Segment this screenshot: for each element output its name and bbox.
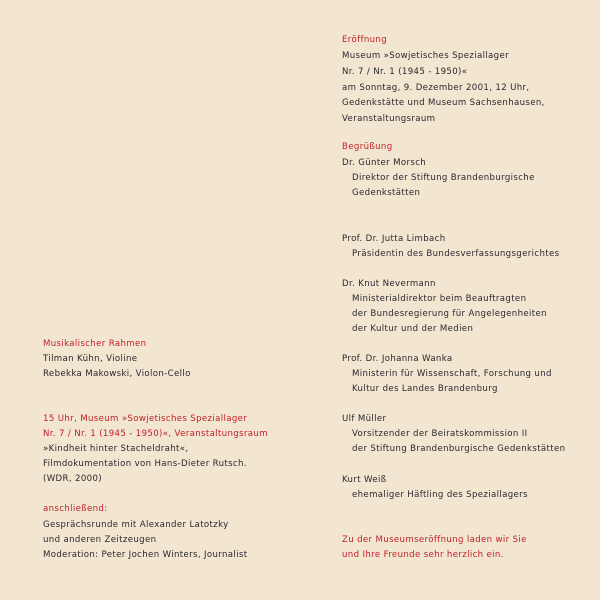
- speaker-role: Kultur des Landes Brandenburg: [352, 384, 498, 394]
- speaker-role: der Stiftung Brandenburgische Gedenkstätten: [352, 444, 566, 454]
- afterwards-line: Gesprächsrunde mit Alexander Latotzky: [43, 520, 229, 530]
- opening-line: Gedenkstätte und Museum Sachsenhausen,: [342, 98, 545, 108]
- invitation-text: Zu der Museumseröffnung laden wir Sie: [342, 535, 527, 545]
- opening-line: Veranstaltungsraum: [342, 114, 436, 124]
- screening-heading: 15 Uhr, Museum »Sowjetisches Speziallager: [43, 414, 248, 424]
- music-heading: Musikalischer Rahmen: [43, 339, 147, 349]
- opening-line: Nr. 7 / Nr. 1 (1945 - 1950)«: [342, 67, 468, 77]
- speaker-role: der Kultur und der Medien: [352, 324, 474, 334]
- opening-line: am Sonntag, 9. Dezember 2001, 12 Uhr,: [342, 83, 530, 93]
- speaker-name: Dr. Knut Nevermann: [342, 279, 436, 289]
- speaker-role: Direktor der Stiftung Brandenburgische: [352, 173, 535, 183]
- afterwards-line: Moderation: Peter Jochen Winters, Journalist: [43, 550, 248, 560]
- speaker-name: Prof. Dr. Johanna Wanka: [342, 354, 453, 364]
- screening-heading: Nr. 7 / Nr. 1 (1945 - 1950)«, Veranstaltungsraum: [43, 429, 268, 439]
- opening-line: Museum »Sowjetisches Speziallager: [342, 51, 509, 61]
- speaker-role: der Bundesregierung für Angelegenheiten: [352, 309, 547, 319]
- speaker-name: Prof. Dr. Jutta Limbach: [342, 234, 446, 244]
- speaker-role: ehemaliger Häftling des Speziallagers: [352, 490, 528, 500]
- speaker-role: Ministerialdirektor beim Beauftragten: [352, 294, 527, 304]
- speaker-name: Ulf Müller: [342, 414, 387, 424]
- opening-heading: Eröffnung: [342, 35, 388, 45]
- screening-line: (WDR, 2000): [43, 474, 102, 484]
- speaker-role: Vorsitzender der Beiratskommission II: [352, 429, 528, 439]
- speaker-role: Ministerin für Wissenschaft, Forschung und: [352, 369, 552, 379]
- speaker-name: Dr. Günter Morsch: [342, 158, 427, 168]
- speaker-name: Kurt Weiß: [342, 475, 387, 485]
- music-line: Tilman Kühn, Violine: [43, 354, 138, 364]
- invitation-text: und Ihre Freunde sehr herzlich ein.: [342, 550, 504, 560]
- greeting-heading: Begrüßung: [342, 142, 393, 152]
- afterwards-heading: anschließend:: [43, 504, 108, 514]
- screening-line: »Kindheit hinter Stacheldraht«,: [43, 444, 189, 454]
- music-line: Rebekka Makowski, Violon-Cello: [43, 369, 191, 379]
- screening-line: Filmdokumentation von Hans-Dieter Rutsch.: [43, 459, 247, 469]
- speaker-role: Präsidentin des Bundesverfassungsgerichtes: [352, 249, 560, 259]
- speaker-role: Gedenkstätten: [352, 188, 421, 198]
- afterwards-line: und anderen Zeitzeugen: [43, 535, 157, 545]
